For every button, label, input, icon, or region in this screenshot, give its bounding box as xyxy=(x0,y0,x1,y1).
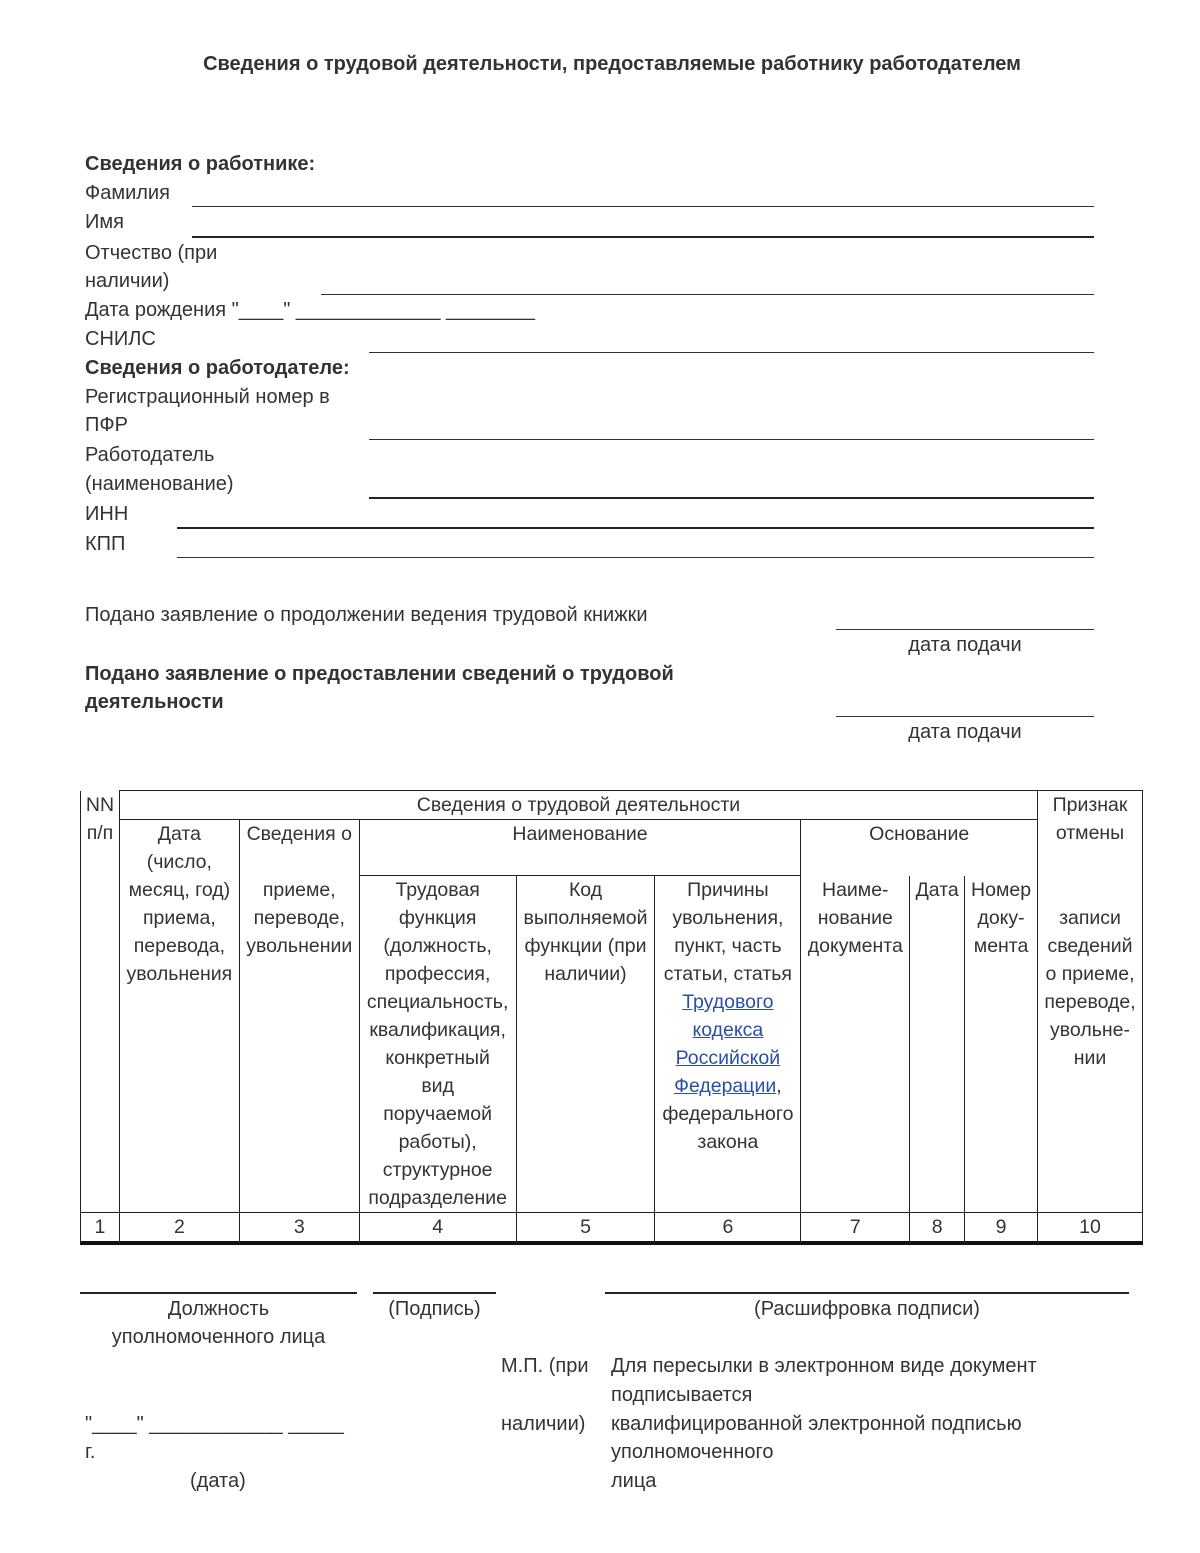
inn-label: ИНН xyxy=(85,503,129,525)
snils-field[interactable] xyxy=(369,352,1094,353)
year-label: г. xyxy=(85,1441,96,1463)
labor-code-link-2[interactable]: кодекса xyxy=(692,1019,764,1041)
header-cancel-bottom: записи сведений о приеме, переводе, увольне- нии xyxy=(1038,876,1143,1213)
provide-info-statement-2: деятельности xyxy=(85,691,224,713)
worker-heading: Сведения о работнике: xyxy=(85,153,316,175)
labor-activity-table xyxy=(80,790,1143,1245)
kpp-label: КПП xyxy=(85,533,126,555)
position-label-2: уполномоченного лица xyxy=(111,1326,326,1348)
decoding-field[interactable] xyxy=(605,1292,1129,1294)
surname-label: Фамилия xyxy=(85,182,170,204)
name-label: Имя xyxy=(85,211,124,233)
electronic-note-3: квалифицированной электронной подписью xyxy=(611,1413,1022,1435)
labor-code-link-1[interactable]: Трудового xyxy=(682,991,774,1013)
provide-info-date-field[interactable] xyxy=(836,716,1094,717)
electronic-note-5: лица xyxy=(611,1470,657,1492)
patronymic-field[interactable] xyxy=(321,294,1094,295)
column-number: 6 xyxy=(655,1213,801,1244)
header-cancel-top: Признак отмены xyxy=(1038,791,1143,876)
snils-label: СНИЛС xyxy=(85,328,156,350)
employer-name-label-2: (наименование) xyxy=(85,473,234,495)
header-labor-activity: Сведения о трудовой деятельности xyxy=(119,791,1037,820)
column-number: 10 xyxy=(1038,1213,1143,1244)
column-number: 1 xyxy=(81,1213,120,1244)
header-doc-date: Дата xyxy=(910,876,965,1213)
continue-book-statement: Подано заявление о продолжении ведения трудовой книжки xyxy=(85,604,648,626)
decoding-label: (Расшифровка подписи) xyxy=(754,1298,980,1320)
date-label: (дата) xyxy=(190,1470,246,1492)
signature-field[interactable] xyxy=(373,1292,496,1294)
column-number: 7 xyxy=(801,1213,910,1244)
employer-name-field[interactable] xyxy=(369,497,1094,499)
header-basis: Основание xyxy=(801,820,1038,876)
kpp-field[interactable] xyxy=(177,557,1094,558)
electronic-note-1: Для пересылки в электронном виде документ xyxy=(611,1355,1037,1377)
patronymic-label-1: Отчество (при xyxy=(85,242,218,264)
stamp-label-1: М.П. (при xyxy=(501,1355,589,1377)
electronic-note-2: подписывается xyxy=(611,1384,753,1406)
birth-date-label[interactable]: Дата рождения "____" _____________ ________ xyxy=(85,299,536,321)
header-date: Дата (число, месяц, год) приема, перевода, увольнения xyxy=(119,820,239,1213)
inn-field[interactable] xyxy=(177,527,1094,529)
column-number: 9 xyxy=(965,1213,1038,1244)
header-doc-number: Номер доку- мента xyxy=(965,876,1038,1213)
header-nn: NN п/п xyxy=(81,791,120,1213)
continue-book-date-field[interactable] xyxy=(836,629,1094,630)
position-field[interactable] xyxy=(80,1292,357,1294)
patronymic-label-2: наличии) xyxy=(85,270,170,292)
column-number: 8 xyxy=(910,1213,965,1244)
reg-number-label-1: Регистрационный номер в xyxy=(85,386,330,408)
header-doc-name: Наиме- нование документа xyxy=(801,876,910,1213)
employer-name-label-1: Работодатель xyxy=(85,444,215,466)
column-number: 5 xyxy=(516,1213,655,1244)
stamp-label-2: наличии) xyxy=(501,1413,586,1435)
reg-number-label-2: ПФР xyxy=(85,414,128,436)
date-fill-field[interactable]: "____" ____________ _____ xyxy=(85,1413,344,1435)
electronic-note-4: уполномоченного xyxy=(611,1441,774,1463)
column-number: 2 xyxy=(119,1213,239,1244)
name-field[interactable] xyxy=(192,236,1094,238)
header-labor-function: Трудовая функция (должность, профессия, специальность, квалификация, конкретный вид поручаемой работы), структурное подразделение xyxy=(359,876,516,1213)
header-dismissal-reasons: Причины увольнения, пункт, часть статьи, статья Трудового кодекса Российской Федерации, федерального закона xyxy=(655,876,801,1213)
reg-number-field[interactable] xyxy=(369,439,1094,440)
labor-code-link-4[interactable]: Федерации xyxy=(674,1075,777,1097)
header-info: Сведения о приеме, переводе, увольнении xyxy=(239,820,359,1213)
header-naming: Наименование xyxy=(359,820,801,876)
provide-info-date-label: дата подачи xyxy=(908,721,1022,743)
surname-field[interactable] xyxy=(192,206,1094,207)
employer-heading: Сведения о работодателе: xyxy=(85,357,350,379)
document-title: Сведения о трудовой деятельности, предоставляемые работнику работодателем xyxy=(203,53,1021,75)
position-label-1: Должность xyxy=(167,1298,270,1320)
labor-code-link-3[interactable]: Российской xyxy=(675,1047,781,1069)
header-function-code: Код выполняемой функции (при наличии) xyxy=(516,876,655,1213)
column-number: 4 xyxy=(359,1213,516,1244)
column-number: 3 xyxy=(239,1213,359,1244)
provide-info-statement-1: Подано заявление о предоставлении сведений о трудовой xyxy=(85,663,674,685)
continue-book-date-label: дата подачи xyxy=(908,634,1022,656)
signature-label: (Подпись) xyxy=(388,1298,481,1320)
